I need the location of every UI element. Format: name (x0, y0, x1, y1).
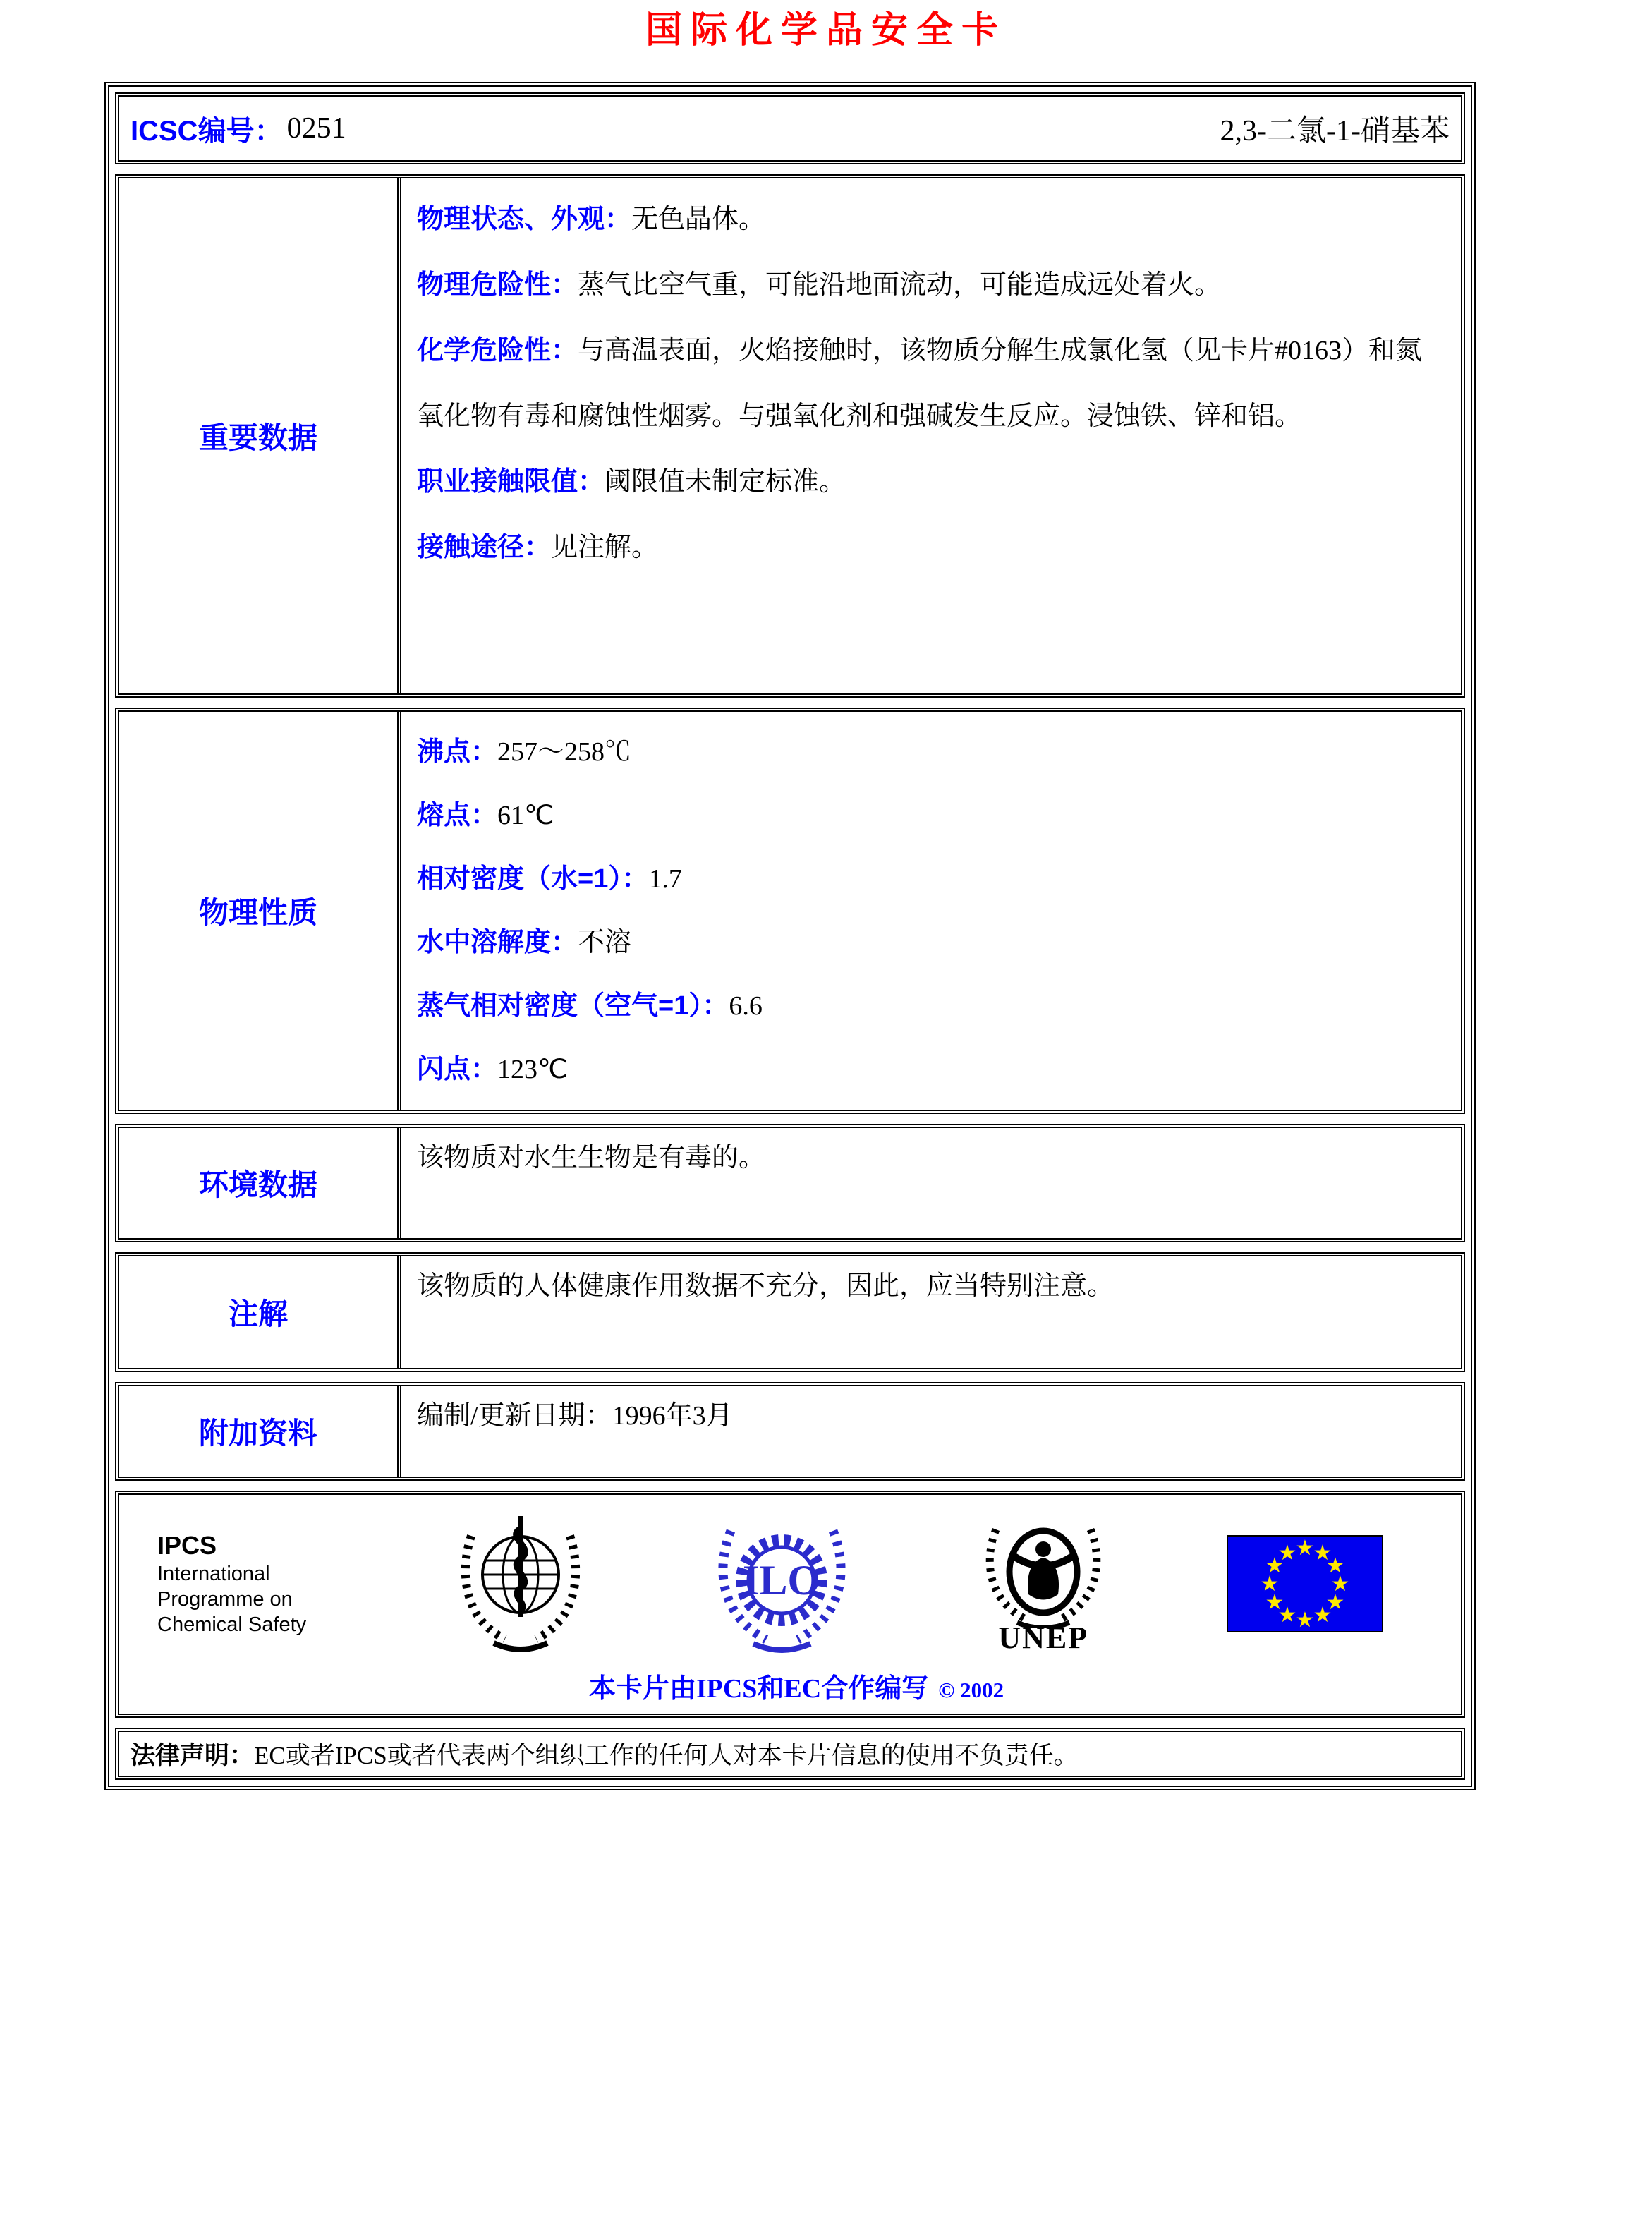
field-label: 职业接触限值： (417, 467, 605, 497)
field-label: 水中溶解度： (417, 928, 578, 957)
ipcs-line-1: International (157, 1562, 270, 1585)
field-value: 不溶 (578, 928, 632, 957)
data-row (417, 1038, 1445, 1101)
icsc-number-label: ICSC编号： (130, 115, 283, 147)
ipcs-acronym: IPCS (157, 1530, 217, 1560)
ilo-logo-icon (652, 1510, 913, 1658)
section-legal-notice (115, 1728, 1465, 1780)
field-value: 257～258℃ (497, 737, 632, 767)
svg-text:★: ★ (1277, 1602, 1297, 1628)
icsc-number-group (130, 109, 346, 149)
data-row (417, 847, 1445, 911)
ilo-letters: ILO (743, 1556, 821, 1604)
update-date-row (417, 1395, 1445, 1437)
svg-text:★: ★ (1295, 1607, 1315, 1631)
svg-text:★: ★ (1313, 1602, 1332, 1628)
notes-text: 该物质的人体健康作用数据不充分，因此，应当特别注意。 (417, 1271, 1115, 1301)
data-row (417, 911, 1445, 974)
field-label: 化学危险性： (417, 336, 578, 365)
icsc-card-table (104, 82, 1476, 1790)
legal-notice-text: EC或者IPCS或者代表两个组织工作的任何人对本卡片信息的使用不负责任。 (254, 1742, 1079, 1769)
section-additional-info (115, 1382, 1465, 1481)
section-environmental-data (115, 1124, 1465, 1242)
section-label-notes: 注解 (119, 1256, 401, 1368)
copyright-text: © 2002 (938, 1678, 1004, 1702)
field-label: 物理危险性： (417, 270, 578, 300)
field-label: 相对密度（水=1）： (417, 864, 649, 894)
section-logos (115, 1491, 1465, 1718)
section-label-environmental-data: 环境数据 (119, 1128, 401, 1238)
field-value: 蒸气比空气重，可能沿地面流动，可能造成远处着火。 (578, 270, 1222, 300)
notes-content (401, 1256, 1461, 1368)
svg-text:★: ★ (1260, 1571, 1280, 1596)
ipcs-line-2: Programme on (157, 1587, 293, 1611)
section-important-data (115, 174, 1465, 698)
field-value: 123℃ (497, 1055, 568, 1084)
unep-label: UNEP (998, 1620, 1089, 1655)
field-label: 接触途径： (417, 533, 552, 562)
additional-info-content (401, 1386, 1461, 1477)
section-label-physical-properties: 物理性质 (119, 712, 401, 1110)
update-date-label: 编制/更新日期： (417, 1401, 612, 1431)
logo-row (157, 1508, 1435, 1659)
cooperation-caption (157, 1666, 1435, 1705)
data-row (417, 187, 1445, 253)
important-data-content (401, 178, 1461, 693)
section-physical-properties (115, 708, 1465, 1114)
field-value: 与高温表面，火焰接触时，该物质分解生成氯化氢（见卡片#0163）和氮氧化物有毒和腐蚀性烟雾。与强氧化剂和强碱发生反应。浸蚀铁、锌和铝。 (417, 336, 1423, 431)
svg-text:★: ★ (1330, 1571, 1350, 1596)
unep-logo-icon (913, 1515, 1174, 1655)
svg-text:★: ★ (1265, 1553, 1284, 1578)
data-row (417, 515, 1445, 581)
legal-notice-label: 法律声明： (130, 1742, 255, 1769)
data-row (417, 974, 1445, 1038)
svg-text:★: ★ (1325, 1589, 1345, 1615)
card-header-row (115, 92, 1465, 164)
field-value: 6.6 (729, 991, 763, 1021)
ipcs-line-3: Chemical Safety (157, 1613, 307, 1636)
field-value: 无色晶体。 (631, 205, 766, 234)
field-label: 蒸气相对密度（空气=1）： (417, 991, 729, 1021)
update-date-value: 1996年3月 (612, 1401, 733, 1431)
section-notes (115, 1252, 1465, 1372)
field-value: 阈限值未制定标准。 (605, 467, 846, 497)
environmental-data-text: 该物质对水生生物是有毒的。 (417, 1143, 766, 1172)
svg-text:★: ★ (1325, 1553, 1345, 1578)
field-label: 沸点： (417, 737, 498, 767)
data-row (417, 720, 1445, 784)
ipcs-text-block (157, 1530, 390, 1637)
svg-text:★: ★ (1313, 1540, 1332, 1565)
section-label-additional-info: 附加资料 (119, 1386, 401, 1477)
field-value: 见注解。 (551, 533, 659, 562)
environmental-data-content (401, 1128, 1461, 1238)
field-label: 熔点： (417, 801, 498, 830)
caption-text: 本卡片由IPCS和EC合作编写 (588, 1674, 929, 1704)
svg-text:★: ★ (1277, 1540, 1297, 1565)
field-label: 闪点： (417, 1055, 498, 1084)
field-value: 1.7 (648, 864, 682, 894)
svg-text:★: ★ (1265, 1589, 1284, 1615)
eu-flag-icon (1174, 1535, 1436, 1632)
who-logo-icon (390, 1508, 652, 1659)
data-row (417, 449, 1445, 515)
section-label-important-data: 重要数据 (119, 178, 401, 693)
data-row (417, 253, 1445, 318)
data-row (417, 318, 1445, 449)
svg-text:★: ★ (1295, 1536, 1315, 1561)
icsc-number-value: 0251 (286, 112, 346, 145)
data-row (417, 784, 1445, 847)
field-value: 61℃ (497, 801, 554, 830)
physical-properties-content (401, 712, 1461, 1110)
chemical-name: 2,3-二氯-1-硝基苯 (1220, 115, 1450, 147)
field-label: 物理状态、外观： (417, 205, 632, 234)
page-title: 国际化学品安全卡 (645, 11, 1007, 51)
